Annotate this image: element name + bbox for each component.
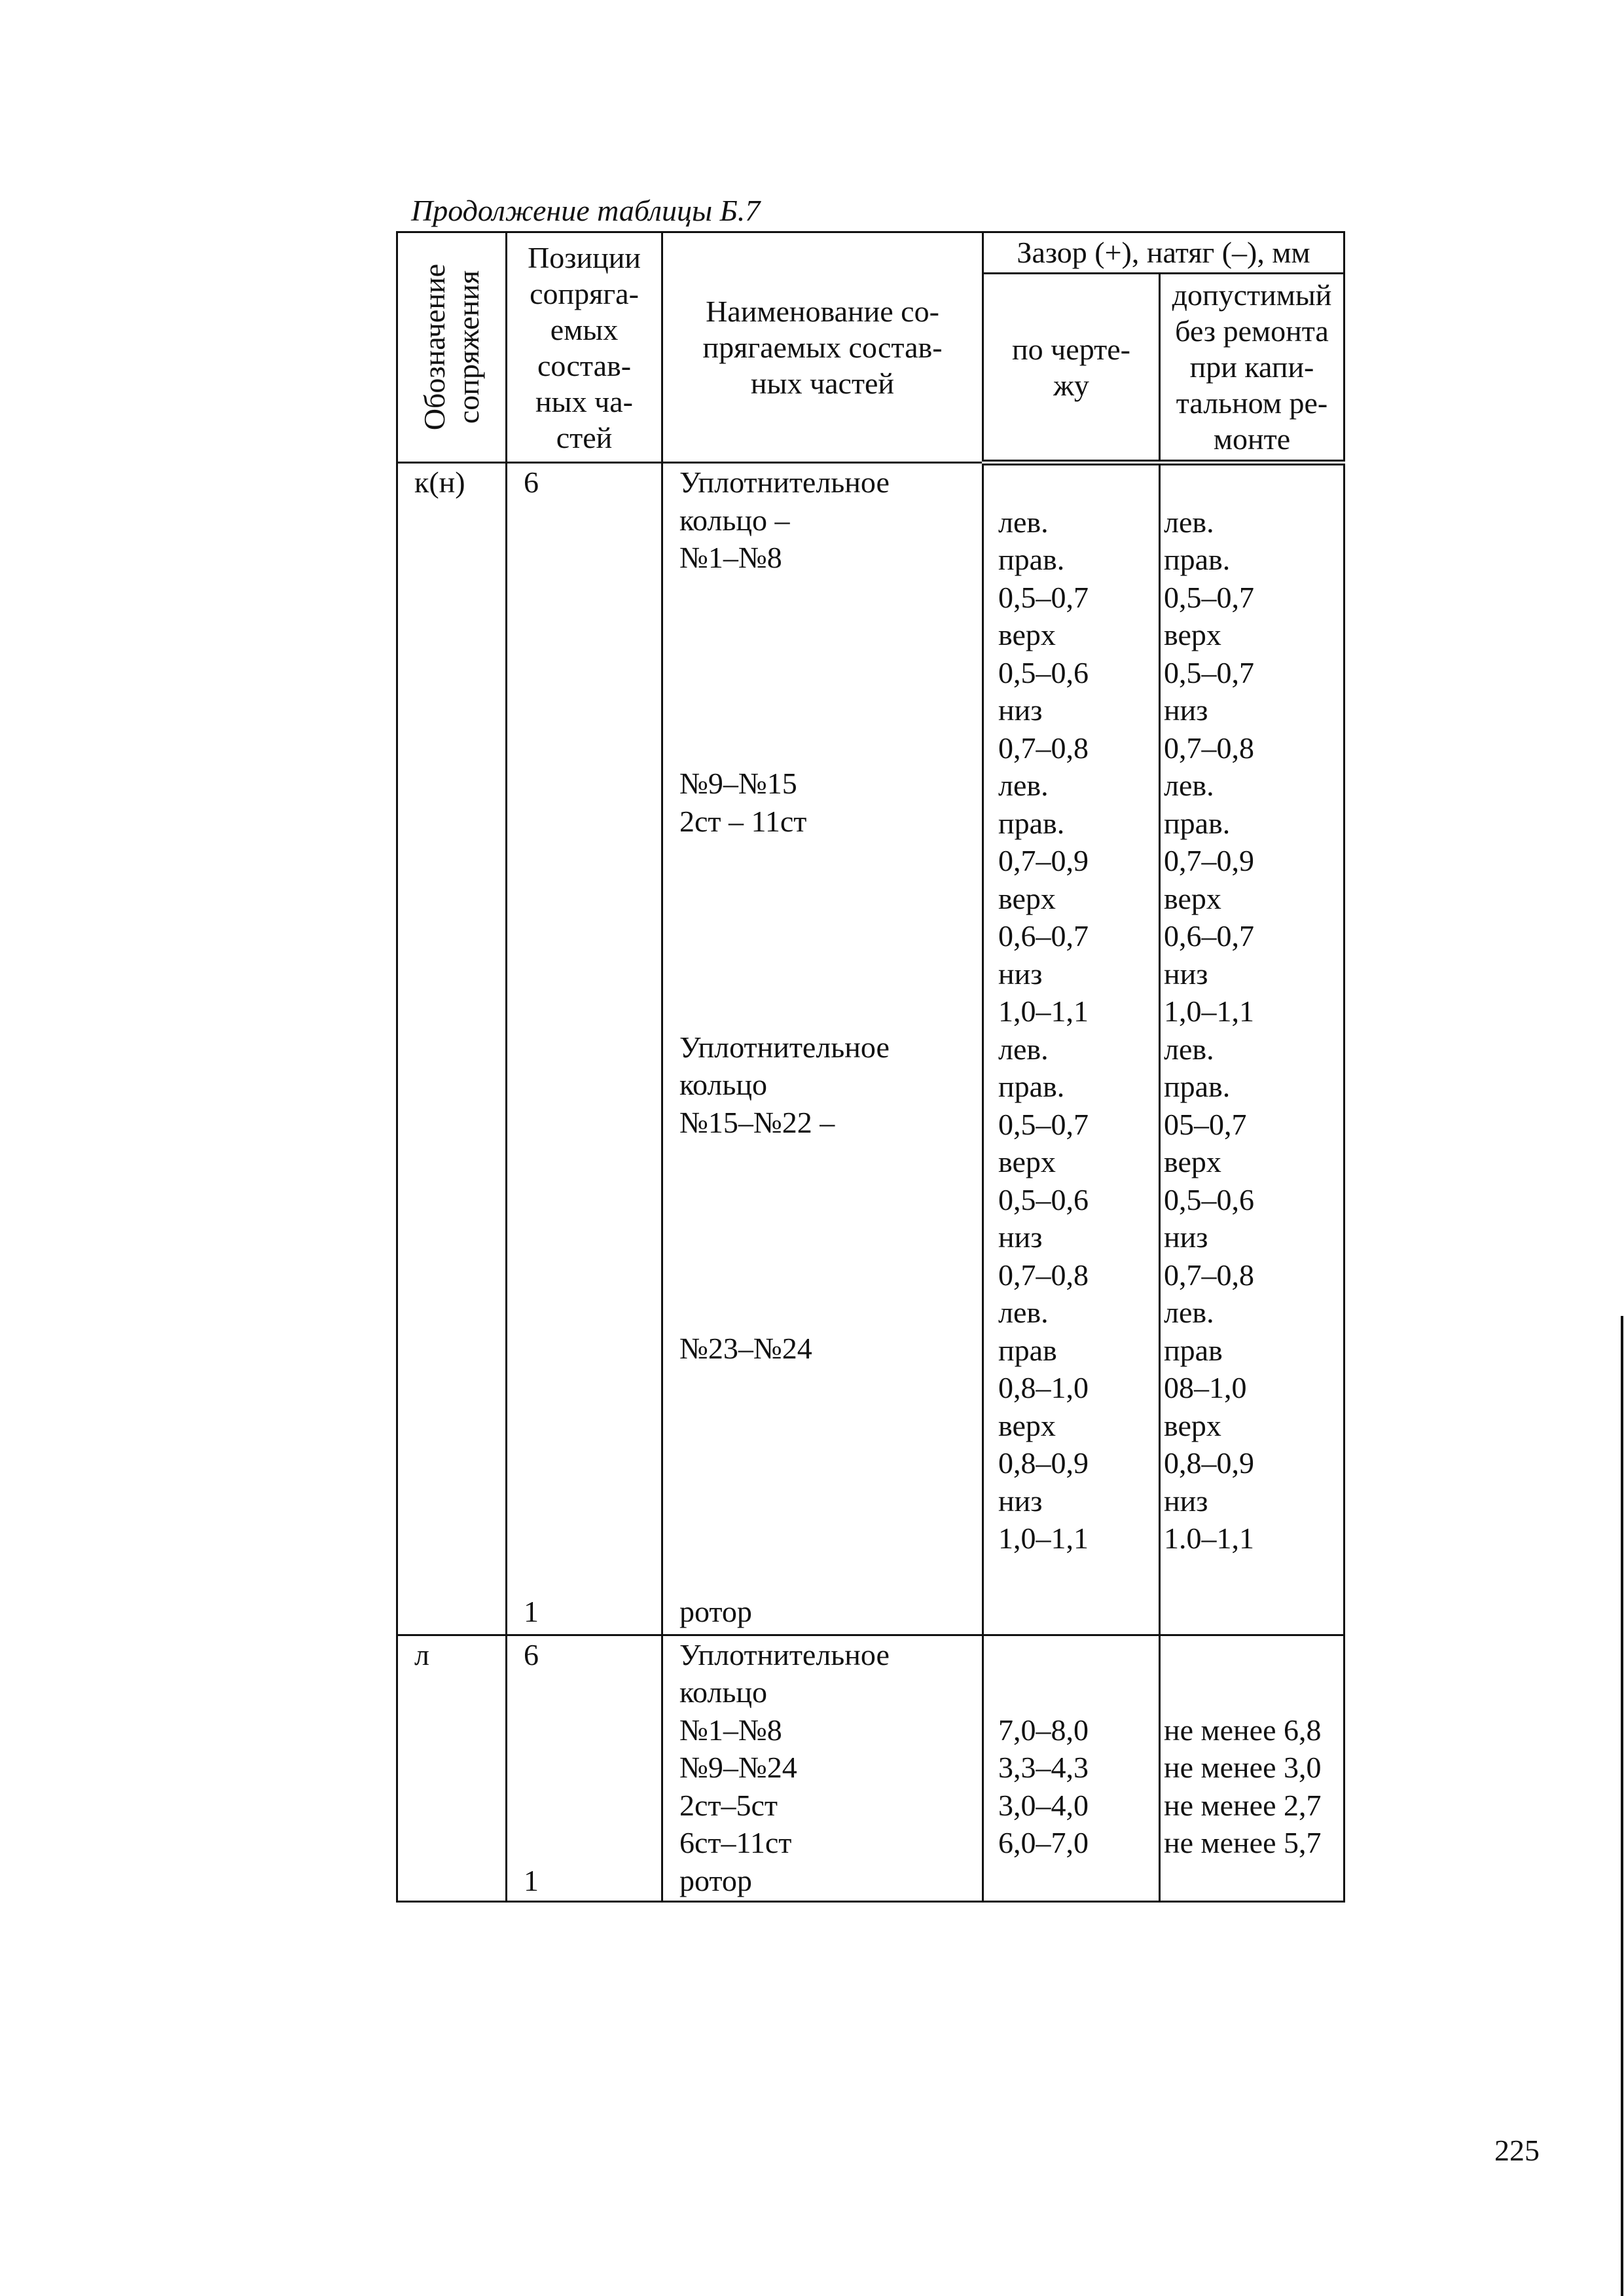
by-drawing-line: 1,0–1,1 <box>998 1522 1089 1555</box>
names-line: кольцо <box>679 1068 767 1101</box>
header-designation: Обозначение сопряжения <box>397 232 507 463</box>
allowable-line: верх <box>1164 1408 1221 1442</box>
names-line: 6ст–11ст <box>679 1826 792 1859</box>
header-allowable: допустимый без ремонта при капи- тальном ре- монте <box>1160 274 1344 463</box>
allowable-line: лев. <box>1164 1032 1214 1066</box>
names-line: №1–№8 <box>679 541 782 574</box>
positions-line: 6 <box>524 465 539 499</box>
names-line: Уплотнительное <box>679 1637 890 1671</box>
names-line: 2ст – 11ст <box>679 804 807 838</box>
allowable-cell <box>1161 465 1343 1634</box>
by-drawing-line: низ <box>998 1220 1043 1254</box>
by-drawing-line: верх <box>998 1145 1056 1178</box>
allowable-line: верх <box>1164 881 1221 915</box>
allowable-line: верх <box>1164 618 1221 651</box>
by-drawing-line: 0,5–0,6 <box>998 655 1089 689</box>
designation-line: л <box>414 1637 429 1671</box>
names-cell <box>663 1636 982 1901</box>
by-drawing-line: прав. <box>998 543 1065 576</box>
allowable-line: лев. <box>1164 769 1214 802</box>
positions-line: 6 <box>524 1637 539 1671</box>
allowable-line: низ <box>1164 1484 1208 1518</box>
allowable-line: 08–1,0 <box>1164 1371 1247 1404</box>
names-cell <box>663 464 982 1632</box>
header-name: Наименование со- прягаемых состав- ных частей <box>662 232 983 463</box>
by-drawing-line: верх <box>998 1408 1056 1442</box>
by-drawing-line: 3,3–4,3 <box>998 1751 1089 1784</box>
names-line: Уплотнительное <box>679 465 890 499</box>
allowable-line: не менее 3,0 <box>1164 1751 1322 1784</box>
positions-line: 1 <box>524 1595 539 1628</box>
allowable-line: лев. <box>1164 1296 1214 1329</box>
allowable-line: лев. <box>1164 505 1214 539</box>
allowable-line: прав <box>1164 1333 1223 1367</box>
table-row-group-kn <box>397 463 1344 1635</box>
names-line: ротор <box>679 1863 752 1897</box>
table-caption: Продолжение таблицы Б.7 <box>411 194 761 227</box>
by-drawing-line: 0,5–0,7 <box>998 1107 1089 1141</box>
by-drawing-cell <box>984 465 1159 1634</box>
allowable-cell <box>1161 1636 1343 1901</box>
allowable-line: 0,7–0,9 <box>1164 844 1254 877</box>
names-line: кольцо <box>679 1675 767 1709</box>
by-drawing-line: 7,0–8,0 <box>998 1713 1089 1747</box>
by-drawing-line: лев. <box>998 769 1049 802</box>
by-drawing-line: верх <box>998 618 1056 651</box>
allowable-line: прав. <box>1164 806 1231 840</box>
by-drawing-line: прав. <box>998 1070 1065 1103</box>
by-drawing-line: 0,5–0,6 <box>998 1182 1089 1216</box>
allowable-line: 0,7–0,8 <box>1164 1258 1254 1292</box>
names-line: №1–№8 <box>679 1713 782 1747</box>
designation-cell <box>398 464 505 1632</box>
header-by-drawing: по черте- жу <box>983 274 1160 463</box>
by-drawing-line: низ <box>998 693 1043 727</box>
by-drawing-cell <box>984 1636 1159 1901</box>
allowable-line: 0,5–0,6 <box>1164 1182 1254 1216</box>
allowable-line: низ <box>1164 957 1208 991</box>
allowable-line: 05–0,7 <box>1164 1107 1247 1141</box>
by-drawing-line: лев. <box>998 1032 1049 1066</box>
names-line: Уплотнительное <box>679 1030 890 1064</box>
by-drawing-line: лев. <box>998 1296 1049 1329</box>
allowable-line: не менее 2,7 <box>1164 1788 1322 1822</box>
by-drawing-line: низ <box>998 1484 1043 1518</box>
names-line: ротор <box>679 1595 752 1628</box>
by-drawing-line: 1,0–1,1 <box>998 994 1089 1028</box>
allowable-line: низ <box>1164 1220 1208 1254</box>
positions-line: 1 <box>524 1863 539 1897</box>
names-line: №9–№24 <box>679 1751 797 1784</box>
allowable-line: не менее 5,7 <box>1164 1826 1322 1859</box>
by-drawing-line: 0,8–1,0 <box>998 1371 1089 1404</box>
by-drawing-line: 3,0–4,0 <box>998 1788 1089 1822</box>
allowable-line: не менее 6,8 <box>1164 1713 1322 1747</box>
margin-rule <box>1621 1316 1623 2296</box>
names-line: №9–№15 <box>679 767 797 800</box>
allowable-line: верх <box>1164 1145 1221 1178</box>
names-line: №15–№22 – <box>679 1105 835 1139</box>
positions-cell <box>507 464 661 1632</box>
by-drawing-line: 0,7–0,8 <box>998 1258 1089 1292</box>
allowable-line: 0,5–0,7 <box>1164 655 1254 689</box>
by-drawing-line: 0,7–0,9 <box>998 844 1089 877</box>
by-drawing-line: 0,6–0,7 <box>998 919 1089 953</box>
by-drawing-line: 6,0–7,0 <box>998 1826 1089 1859</box>
by-drawing-line: 0,7–0,8 <box>998 731 1089 765</box>
allowable-line: 0,8–0,9 <box>1164 1446 1254 1480</box>
header-positions: Позиции сопряга- емых состав- ных ча- стей <box>507 232 662 463</box>
allowable-line: 1.0–1,1 <box>1164 1522 1254 1555</box>
allowable-line: 0,6–0,7 <box>1164 919 1254 953</box>
positions-cell <box>507 1636 661 1901</box>
clearance-table <box>396 231 1345 1903</box>
by-drawing-line: прав <box>998 1333 1057 1367</box>
allowable-line: низ <box>1164 693 1208 727</box>
names-line: кольцо – <box>679 503 790 537</box>
by-drawing-line: лев. <box>998 505 1049 539</box>
by-drawing-line: прав. <box>998 806 1065 840</box>
by-drawing-line: низ <box>998 957 1043 991</box>
by-drawing-line: 0,8–0,9 <box>998 1446 1089 1480</box>
allowable-line: прав. <box>1164 543 1231 576</box>
allowable-line: 0,5–0,7 <box>1164 580 1254 614</box>
names-line: №23–№24 <box>679 1331 812 1365</box>
allowable-line: прав. <box>1164 1070 1231 1103</box>
designation-cell <box>398 1636 505 1901</box>
allowable-line: 0,7–0,8 <box>1164 731 1254 765</box>
by-drawing-line: верх <box>998 881 1056 915</box>
designation-line: к(н) <box>414 465 465 499</box>
table-row-group-l <box>397 1635 1344 1902</box>
page-number: 225 <box>1494 2134 1540 2167</box>
by-drawing-line: 0,5–0,7 <box>998 580 1089 614</box>
names-line: 2ст–5ст <box>679 1788 778 1822</box>
header-row-1 <box>397 232 1344 274</box>
allowable-line: 1,0–1,1 <box>1164 994 1254 1028</box>
header-clearance: Зазор (+), натяг (–), мм <box>983 232 1344 274</box>
